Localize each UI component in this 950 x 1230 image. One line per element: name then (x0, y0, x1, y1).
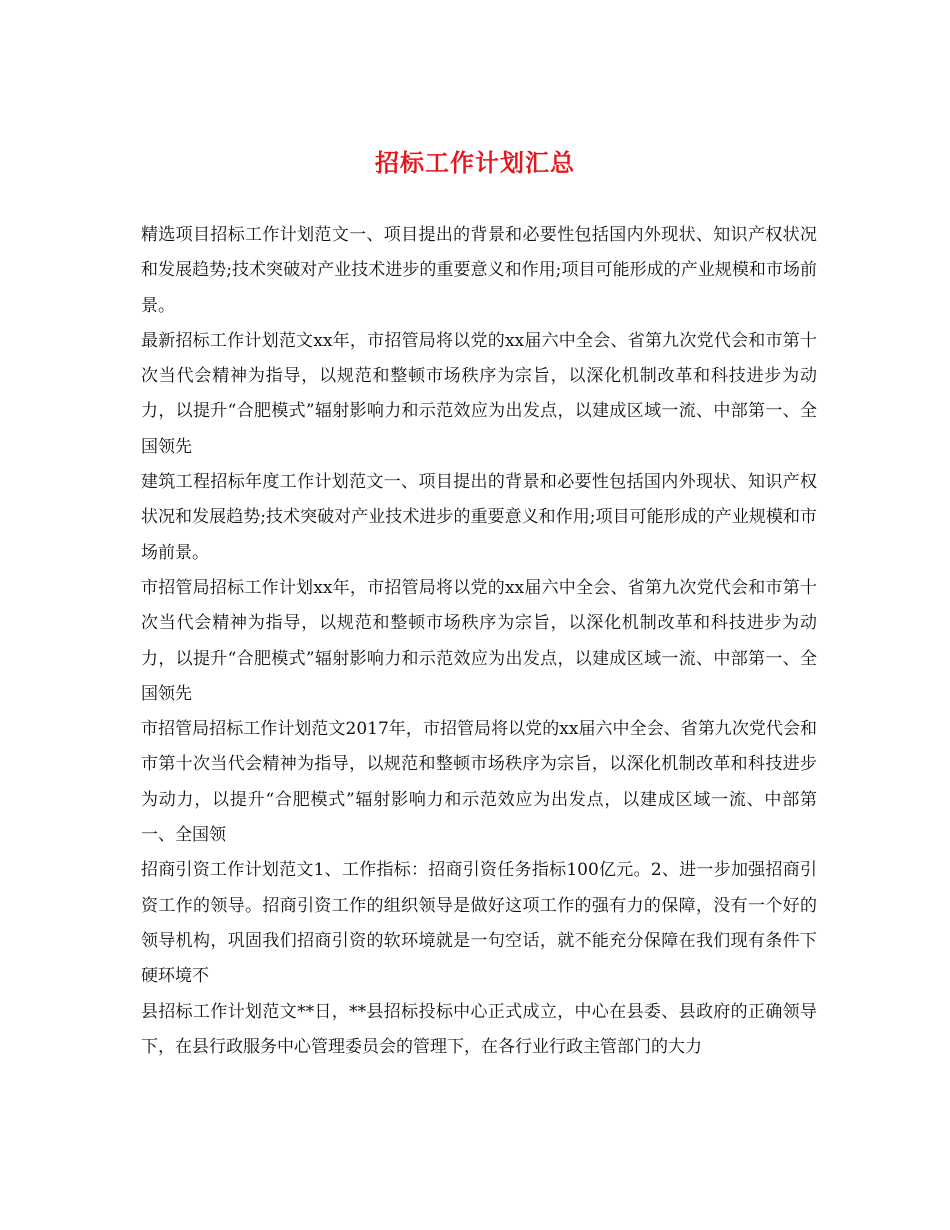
paragraph: 市招管局招标工作计划范文2017年，市招管局将以党的xx届六中全会、省第九次党代会和市第十次当代会精神为指导，以规范和整顿市场秩序为宗旨，以深化机制改革和科技进步为动力，以提升“合肥模式”辐射影响力和示范效应为出发点，以建成区域一流、中部第一、全国领 (141, 719, 817, 846)
paragraph: 县招标工作计划范文**日，**县招标投标中心正式成立，中心在县委、县政府的正确领导下，在县行政服务中心管理委员会的管理下，在各行业行政主管部门的大力 (141, 1001, 817, 1057)
paragraph: 最新招标工作计划范文xx年，市招管局将以党的xx届六中全会、省第九次党代会和市第十次当代会精神为指导，以规范和整顿市场秩序为宗旨，以深化机制改革和科技进步为动力，以提升“合肥模式”辐射影响力和示范效应为出发点，以建成区域一流、中部第一、全国领先 (141, 330, 817, 457)
paragraph: 建筑工程招标年度工作计划范文一、项目提出的背景和必要性包括国内外现状、知识产权状况和发展趋势;技术突破对产业技术进步的重要意义和作用;项目可能形成的产业规模和市场前景。 (141, 472, 817, 563)
paragraph: 招商引资工作计划范文1、工作指标：招商引资任务指标100亿元。2、进一步加强招商引资工作的领导。招商引资工作的组织领导是做好这项工作的强有力的保障，没有一个好的领导机构，巩固我们招商引资的软环境就是一句空话，就不能充分保障在我们现有条件下硬环境不 (141, 860, 817, 987)
paragraph: 市招管局招标工作计划xx年，市招管局将以党的xx届六中全会、省第九次党代会和市第十次当代会精神为指导，以规范和整顿市场秩序为宗旨，以深化机制改革和科技进步为动力，以提升“合肥模式”辐射影响力和示范效应为出发点，以建成区域一流、中部第一、全国领先 (141, 577, 817, 704)
paragraph: 精选项目招标工作计划范文一、项目提出的背景和必要性包括国内外现状、知识产权状况和发展趋势;技术突破对产业技术进步的重要意义和作用;项目可能形成的产业规模和市场前景。 (141, 225, 817, 316)
document-title: 招标工作计划汇总 (375, 148, 575, 177)
document-body (141, 218, 817, 1065)
